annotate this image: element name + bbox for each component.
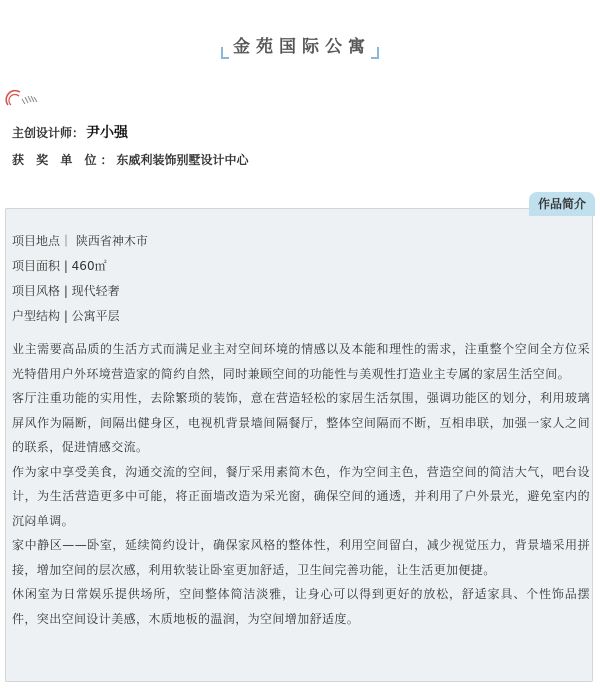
award-unit-label: 获 奖 单 位： [12,153,117,167]
title-area [0,30,600,59]
paragraph-living-room: 客厅注重功能的实用性，去除繁琐的装饰，意在营造轻松的家居生活氛围，强调功能区的划分，利用玻璃屏风作为隔断，间隔出健身区，电视机背景墙间隔餐厅，整体空间隔而不断，互相串联，加强一家人之间的联系，促进情感交流。 [12,391,590,454]
spec-list [12,232,148,332]
designer-line [12,122,128,142]
title-bracket-left [221,47,229,59]
spec-location: 项目地点｜ 陕西省神木市 [12,234,148,248]
decorative-arc-icon [5,84,41,108]
spec-layout: 户型结构 | 公寓平层 [12,309,120,323]
title-bracket-right [371,47,379,59]
page-title [221,30,379,59]
paragraph-leisure: 休闲室为日常娱乐提供场所，空间整体简洁淡雅，让身心可以得到更好的放松，舒适家具、个性饰品摆件，突出空间设计美感，木质地板的温润，为空间增加舒适度。 [12,587,590,626]
description [12,337,590,631]
page-title-text: 金苑国际公寓 [233,37,371,57]
designer-label: 主创设计师： [12,126,85,140]
paragraph-bedroom: 家中静区——卧室，延续简约设计，确保家风格的整体性，利用空间留白，减少视觉压力，背景墙采用拼接，增加空间的层次感，利用软装让卧室更加舒适，卫生间完善功能，让生活更加便捷。 [12,538,590,577]
spec-style: 项目风格 | 现代轻奢 [12,284,120,298]
designer-name: 尹小强 [86,125,129,141]
award-unit-value: 东威利装饰别墅设计中心 [116,153,249,167]
paragraph-dining: 作为家中享受美食，沟通交流的空间，餐厅采用素简木色，作为空间主色，营造空间的简洁大气，吧台设计，为生活营造更多中可能，将正面墙改造为采光窗，确保空间的通透，并利用了户外景光，避免室内的沉闷单调。 [12,464,590,528]
award-unit-line [12,151,249,168]
spec-area: 项目面积 | 460㎡ [12,259,107,273]
section-tag: 作品简介 [529,192,595,216]
paragraph-intro: 业主需要高品质的生活方式而满足业主对空间环境的情感以及本能和理性的需求，注重整个空间全方位采光特借用户外环境营造家的简约自然，同时兼顾空间的功能性与美观性打造业主专属的家居生活空间。 [12,342,590,381]
